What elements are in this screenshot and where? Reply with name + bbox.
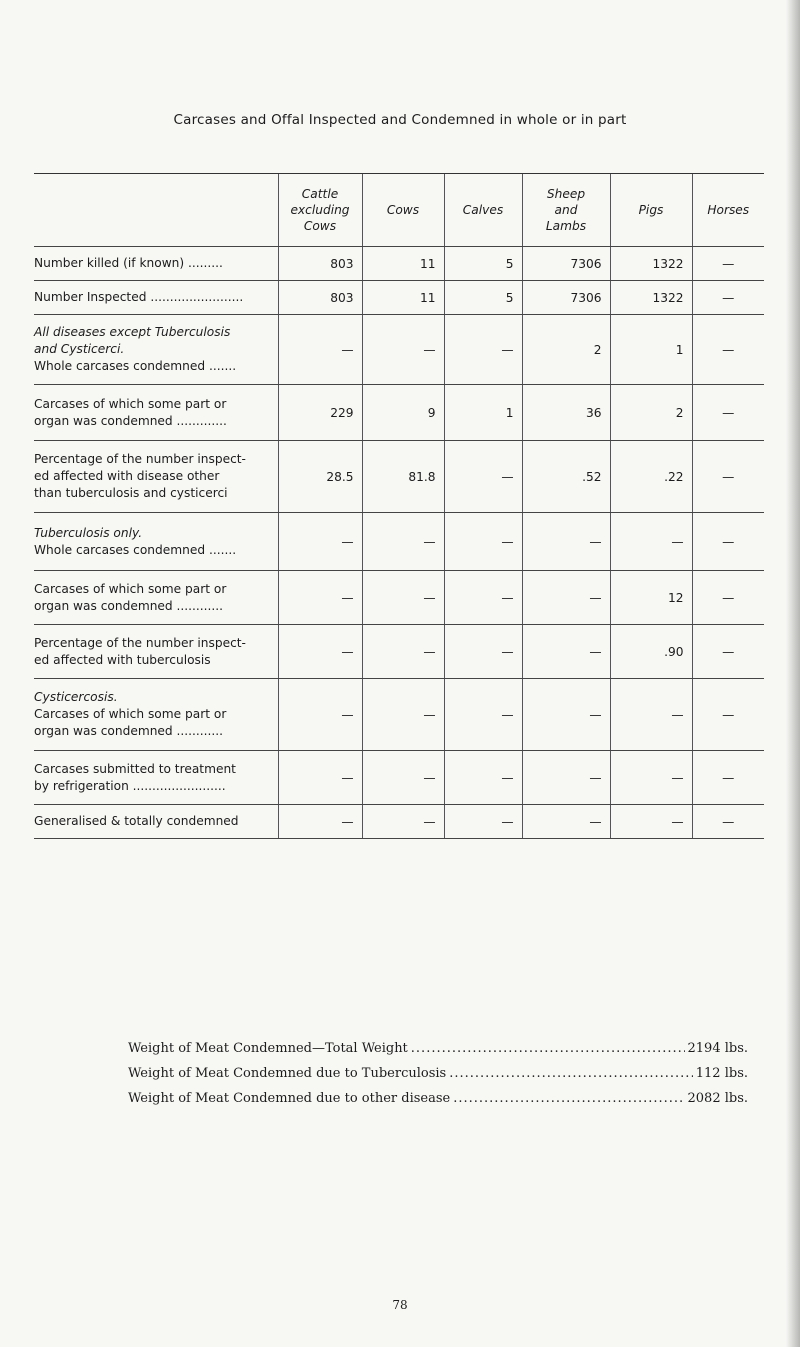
summary-line — [128, 1061, 748, 1086]
dot-leader — [449, 1061, 693, 1086]
cell-pigs: 1322 — [610, 247, 692, 281]
row-label-line: ed affected with disease other — [34, 469, 220, 483]
table-row — [34, 513, 764, 571]
cell-pigs: 1322 — [610, 281, 692, 315]
row-label — [34, 247, 278, 281]
row-label-line: Number killed (if known) ......... — [34, 256, 223, 270]
column-header-sheep — [522, 174, 610, 247]
table-row — [34, 281, 764, 315]
row-label-line: by refrigeration ........................ — [34, 778, 226, 793]
row-label-line: Percentage of the number inspect- — [34, 635, 246, 650]
table-body — [34, 247, 764, 839]
cell-cattle: 803 — [278, 281, 362, 315]
cell-calves: — — [444, 805, 522, 839]
cell-cows: — — [362, 513, 444, 571]
cell-sheep: — — [522, 571, 610, 625]
row-label-line: organ was condemned ............. — [34, 413, 227, 428]
cell-sheep: — — [522, 679, 610, 751]
table-row — [34, 441, 764, 513]
weight-summary — [128, 1036, 748, 1111]
cell-horses: — — [692, 281, 764, 315]
column-header-line: Cows — [386, 203, 420, 217]
cell-sheep: .52 — [522, 441, 610, 513]
summary-line — [128, 1036, 748, 1061]
column-header-line: excluding — [290, 203, 350, 217]
row-label-line: organ was condemned ............ — [34, 598, 224, 613]
row-label-line: than tuberculosis and cysticerci — [34, 486, 228, 500]
cell-sheep: 7306 — [522, 247, 610, 281]
dot-leader — [453, 1086, 684, 1111]
cell-cows: — — [362, 571, 444, 625]
row-label — [34, 315, 278, 385]
table-row — [34, 385, 764, 441]
page-title: Carcases and Offal Inspected and Condemned in whole or in part — [173, 112, 627, 128]
row-label-line: Carcases of which some part or — [34, 707, 227, 721]
cell-calves: — — [444, 441, 522, 513]
cell-pigs: — — [610, 751, 692, 805]
table-row — [34, 805, 764, 839]
cell-horses: — — [692, 751, 764, 805]
cell-calves: — — [444, 679, 522, 751]
table-row — [34, 247, 764, 281]
cell-sheep: — — [522, 805, 610, 839]
cell-cows: — — [362, 805, 444, 839]
column-header-line: Sheep — [546, 187, 586, 201]
row-label-line: Carcases submitted to treatment — [34, 761, 236, 776]
cell-pigs: — — [610, 513, 692, 571]
cell-cattle: — — [278, 625, 362, 679]
row-label-line: All diseases except Tuberculosis — [34, 325, 231, 339]
row-label — [34, 805, 278, 839]
row-label-line: and Cysticerci. — [34, 342, 125, 356]
summary-value: 112 lbs. — [695, 1066, 748, 1081]
header-label-cell — [34, 174, 278, 247]
summary-line — [128, 1086, 748, 1111]
cell-pigs: 1 — [610, 315, 692, 385]
row-label-line: Carcases of which some part or — [34, 581, 227, 596]
column-header-cattle — [278, 174, 362, 247]
column-header-line: Pigs — [638, 203, 664, 217]
column-header-line: Calves — [462, 203, 504, 217]
summary-value: 2194 lbs. — [687, 1041, 748, 1056]
column-header-cows — [362, 174, 444, 247]
cell-cows: — — [362, 751, 444, 805]
inspection-table — [34, 173, 764, 839]
page-edge-shadow — [786, 0, 800, 1347]
row-label — [34, 441, 278, 513]
column-header-line: Cows — [303, 219, 337, 233]
row-label-line: Generalised & totally condemned — [34, 814, 239, 828]
table-row — [34, 751, 764, 805]
cell-cows: 11 — [362, 247, 444, 281]
cell-horses: — — [692, 247, 764, 281]
cell-horses: — — [692, 679, 764, 751]
cell-sheep: 7306 — [522, 281, 610, 315]
cell-calves: — — [444, 751, 522, 805]
cell-cows: — — [362, 679, 444, 751]
cell-cattle: — — [278, 805, 362, 839]
row-label — [34, 385, 278, 441]
summary-value: 2082 lbs. — [687, 1091, 748, 1106]
dot-leader — [411, 1036, 685, 1061]
column-header-line: and — [554, 203, 578, 217]
row-label-line: Percentage of the number inspect- — [34, 452, 246, 466]
row-label-line: Number Inspected ........................ — [34, 290, 244, 304]
cell-cows: — — [362, 315, 444, 385]
cell-sheep: 2 — [522, 315, 610, 385]
cell-cows: 81.8 — [362, 441, 444, 513]
row-label — [34, 513, 278, 571]
cell-horses: — — [692, 805, 764, 839]
summary-label: Weight of Meat Condemned—Total Weight — [128, 1041, 408, 1056]
cell-cattle: — — [278, 513, 362, 571]
cell-cows: 11 — [362, 281, 444, 315]
cell-horses: — — [692, 441, 764, 513]
row-label — [34, 679, 278, 751]
column-header-line: Horses — [707, 203, 750, 217]
cell-cows: 9 — [362, 385, 444, 441]
row-label-line: ed affected with tuberculosis — [34, 652, 211, 667]
cell-sheep: 36 — [522, 385, 610, 441]
row-label-line: Whole carcases condemned ....... — [34, 542, 237, 557]
cell-calves: — — [444, 513, 522, 571]
row-label — [34, 625, 278, 679]
cell-sheep: — — [522, 513, 610, 571]
cell-horses: — — [692, 385, 764, 441]
cell-cattle: — — [278, 315, 362, 385]
cell-pigs: .22 — [610, 441, 692, 513]
summary-label: Weight of Meat Condemned due to other disease — [128, 1091, 451, 1106]
cell-pigs: — — [610, 679, 692, 751]
row-label-line: Carcases of which some part or — [34, 396, 227, 411]
column-header-calves — [444, 174, 522, 247]
row-label — [34, 281, 278, 315]
cell-calves: — — [444, 571, 522, 625]
cell-sheep: — — [522, 625, 610, 679]
cell-calves: 5 — [444, 247, 522, 281]
column-header-pigs — [610, 174, 692, 247]
summary-label: Weight of Meat Condemned due to Tuberculosis — [128, 1066, 447, 1081]
cell-pigs: .90 — [610, 625, 692, 679]
cell-cattle: 803 — [278, 247, 362, 281]
row-label-line: Cysticercosis. — [34, 690, 118, 704]
cell-calves: 5 — [444, 281, 522, 315]
page-number: 78 — [392, 1298, 408, 1312]
cell-pigs: — — [610, 805, 692, 839]
cell-pigs: 12 — [610, 571, 692, 625]
cell-horses: — — [692, 625, 764, 679]
cell-calves: — — [444, 315, 522, 385]
table-row — [34, 315, 764, 385]
cell-cattle: 28.5 — [278, 441, 362, 513]
column-header-horses — [692, 174, 764, 247]
column-header-line: Lambs — [545, 219, 587, 233]
column-header-line: Cattle — [301, 187, 339, 201]
cell-horses: — — [692, 571, 764, 625]
table-row — [34, 571, 764, 625]
cell-cows: — — [362, 625, 444, 679]
cell-horses: — — [692, 315, 764, 385]
row-label — [34, 571, 278, 625]
cell-calves: — — [444, 625, 522, 679]
row-label — [34, 751, 278, 805]
row-label-line: Tuberculosis only. — [34, 525, 143, 540]
row-label-line: organ was condemned ............ — [34, 724, 224, 738]
cell-cattle: — — [278, 679, 362, 751]
cell-pigs: 2 — [610, 385, 692, 441]
cell-cattle: — — [278, 751, 362, 805]
cell-cattle: 229 — [278, 385, 362, 441]
cell-horses: — — [692, 513, 764, 571]
cell-calves: 1 — [444, 385, 522, 441]
row-label-line: Whole carcases condemned ....... — [34, 359, 237, 373]
cell-sheep: — — [522, 751, 610, 805]
cell-cattle: — — [278, 571, 362, 625]
table-row — [34, 679, 764, 751]
table-header-row — [34, 174, 764, 247]
table-row — [34, 625, 764, 679]
